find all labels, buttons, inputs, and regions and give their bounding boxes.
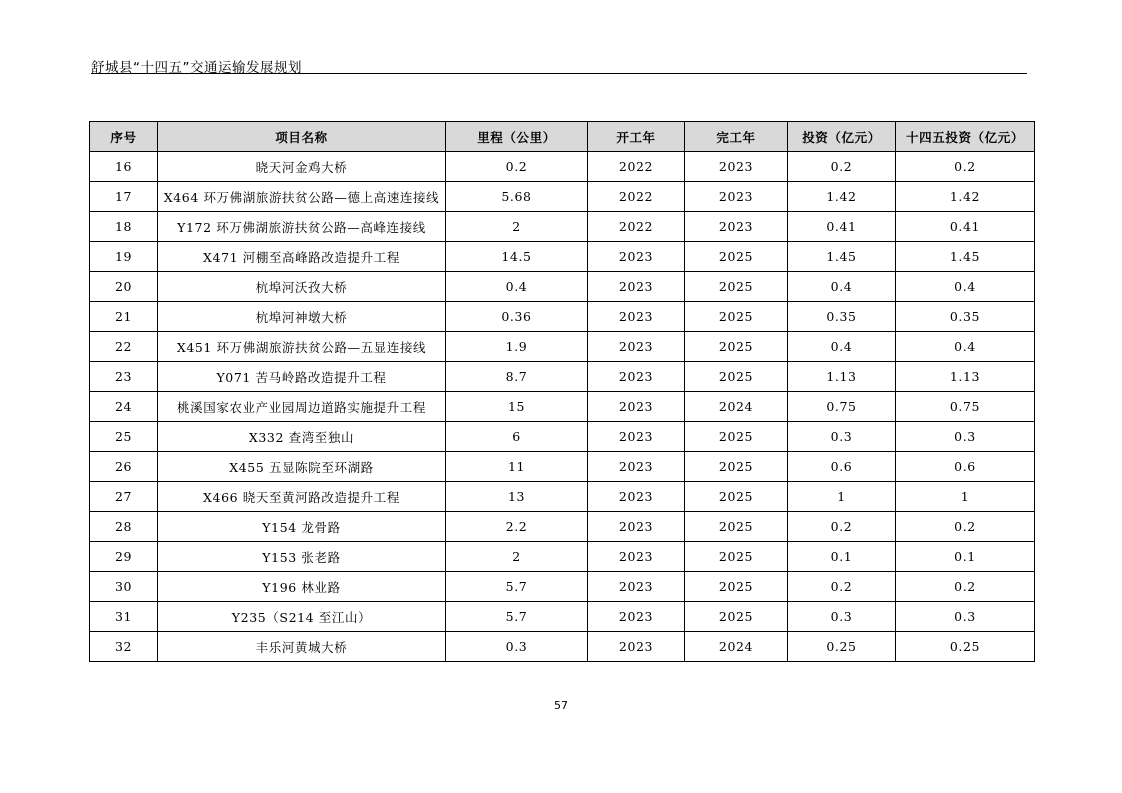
cell-plan-investment: 0.2 <box>896 572 1035 602</box>
cell-mileage: 5.68 <box>446 182 588 212</box>
page-number: 57 <box>554 699 568 712</box>
col-header-mileage: 里程（公里） <box>446 122 588 152</box>
cell-plan-investment: 0.3 <box>896 422 1035 452</box>
cell-investment: 0.4 <box>788 332 896 362</box>
table-row <box>90 332 1035 362</box>
cell-project-name: Y196 林业路 <box>158 572 446 602</box>
cell-end-year: 2023 <box>685 182 788 212</box>
cell-investment: 0.1 <box>788 542 896 572</box>
col-header-end-year: 完工年 <box>685 122 788 152</box>
cell-mileage: 15 <box>446 392 588 422</box>
cell-mileage: 0.4 <box>446 272 588 302</box>
cell-mileage: 5.7 <box>446 602 588 632</box>
cell-investment: 0.41 <box>788 212 896 242</box>
table-row <box>90 452 1035 482</box>
cell-plan-investment: 1.13 <box>896 362 1035 392</box>
cell-mileage: 14.5 <box>446 242 588 272</box>
table-row <box>90 572 1035 602</box>
cell-mileage: 8.7 <box>446 362 588 392</box>
table-header-row <box>90 122 1035 152</box>
table-row <box>90 602 1035 632</box>
cell-end-year: 2025 <box>685 602 788 632</box>
cell-index: 30 <box>90 572 158 602</box>
cell-plan-investment: 0.1 <box>896 542 1035 572</box>
cell-index: 21 <box>90 302 158 332</box>
cell-index: 26 <box>90 452 158 482</box>
header-rule <box>91 73 1027 74</box>
cell-investment: 1.13 <box>788 362 896 392</box>
cell-investment: 0.2 <box>788 152 896 182</box>
cell-plan-investment: 0.2 <box>896 152 1035 182</box>
table-row <box>90 212 1035 242</box>
cell-end-year: 2024 <box>685 392 788 422</box>
cell-end-year: 2025 <box>685 302 788 332</box>
cell-investment: 0.25 <box>788 632 896 662</box>
cell-mileage: 5.7 <box>446 572 588 602</box>
table-row <box>90 152 1035 182</box>
cell-start-year: 2023 <box>588 482 685 512</box>
cell-project-name: Y172 环万佛湖旅游扶贫公路—高峰连接线 <box>158 212 446 242</box>
cell-mileage: 0.2 <box>446 152 588 182</box>
cell-mileage: 13 <box>446 482 588 512</box>
project-table <box>89 121 1035 662</box>
col-header-start-year: 开工年 <box>588 122 685 152</box>
cell-mileage: 0.3 <box>446 632 588 662</box>
cell-start-year: 2023 <box>588 632 685 662</box>
cell-mileage: 11 <box>446 452 588 482</box>
cell-mileage: 6 <box>446 422 588 452</box>
cell-start-year: 2023 <box>588 272 685 302</box>
cell-end-year: 2024 <box>685 632 788 662</box>
cell-start-year: 2023 <box>588 542 685 572</box>
cell-project-name: 丰乐河黄城大桥 <box>158 632 446 662</box>
cell-start-year: 2023 <box>588 242 685 272</box>
cell-project-name: Y153 张老路 <box>158 542 446 572</box>
cell-end-year: 2025 <box>685 422 788 452</box>
cell-start-year: 2023 <box>588 362 685 392</box>
cell-start-year: 2022 <box>588 182 685 212</box>
table-row <box>90 242 1035 272</box>
cell-investment: 0.2 <box>788 572 896 602</box>
cell-investment: 0.4 <box>788 272 896 302</box>
cell-plan-investment: 0.6 <box>896 452 1035 482</box>
cell-project-name: 杭埠河沃孜大桥 <box>158 272 446 302</box>
cell-index: 28 <box>90 512 158 542</box>
cell-project-name: X451 环万佛湖旅游扶贫公路—五显连接线 <box>158 332 446 362</box>
cell-project-name: 桃溪国家农业产业园周边道路实施提升工程 <box>158 392 446 422</box>
cell-end-year: 2025 <box>685 272 788 302</box>
cell-index: 29 <box>90 542 158 572</box>
cell-investment: 0.75 <box>788 392 896 422</box>
cell-project-name: X466 晓天至黄河路改造提升工程 <box>158 482 446 512</box>
cell-investment: 1.42 <box>788 182 896 212</box>
cell-mileage: 2 <box>446 542 588 572</box>
cell-project-name: X471 河棚至高峰路改造提升工程 <box>158 242 446 272</box>
cell-start-year: 2023 <box>588 602 685 632</box>
cell-index: 24 <box>90 392 158 422</box>
table-row <box>90 482 1035 512</box>
cell-mileage: 1.9 <box>446 332 588 362</box>
table-row <box>90 182 1035 212</box>
table-row <box>90 392 1035 422</box>
cell-index: 20 <box>90 272 158 302</box>
cell-plan-investment: 0.4 <box>896 272 1035 302</box>
cell-plan-investment: 0.75 <box>896 392 1035 422</box>
cell-end-year: 2025 <box>685 542 788 572</box>
table-row <box>90 422 1035 452</box>
cell-investment: 0.3 <box>788 602 896 632</box>
cell-index: 25 <box>90 422 158 452</box>
cell-start-year: 2022 <box>588 212 685 242</box>
cell-mileage: 2 <box>446 212 588 242</box>
cell-end-year: 2023 <box>685 152 788 182</box>
table-row <box>90 302 1035 332</box>
cell-end-year: 2025 <box>685 482 788 512</box>
cell-investment: 0.35 <box>788 302 896 332</box>
cell-start-year: 2023 <box>588 302 685 332</box>
table-body <box>90 152 1035 662</box>
cell-start-year: 2023 <box>588 392 685 422</box>
table-row <box>90 632 1035 662</box>
cell-index: 19 <box>90 242 158 272</box>
cell-mileage: 0.36 <box>446 302 588 332</box>
cell-project-name: X455 五显陈院至环湖路 <box>158 452 446 482</box>
cell-project-name: 晓天河金鸡大桥 <box>158 152 446 182</box>
cell-investment: 0.6 <box>788 452 896 482</box>
cell-project-name: 杭埠河神墩大桥 <box>158 302 446 332</box>
cell-index: 31 <box>90 602 158 632</box>
cell-investment: 0.3 <box>788 422 896 452</box>
cell-investment: 1.45 <box>788 242 896 272</box>
cell-plan-investment: 0.2 <box>896 512 1035 542</box>
table-row <box>90 272 1035 302</box>
cell-plan-investment: 0.35 <box>896 302 1035 332</box>
cell-project-name: Y154 龙骨路 <box>158 512 446 542</box>
table-row <box>90 362 1035 392</box>
col-header-plan-investment: 十四五投资（亿元） <box>896 122 1035 152</box>
cell-plan-investment: 1.45 <box>896 242 1035 272</box>
cell-start-year: 2023 <box>588 332 685 362</box>
cell-index: 23 <box>90 362 158 392</box>
cell-start-year: 2023 <box>588 572 685 602</box>
cell-index: 18 <box>90 212 158 242</box>
cell-investment: 1 <box>788 482 896 512</box>
cell-end-year: 2025 <box>685 572 788 602</box>
cell-project-name: X332 查湾至独山 <box>158 422 446 452</box>
cell-end-year: 2025 <box>685 362 788 392</box>
cell-plan-investment: 0.4 <box>896 332 1035 362</box>
cell-plan-investment: 0.25 <box>896 632 1035 662</box>
cell-index: 16 <box>90 152 158 182</box>
cell-end-year: 2025 <box>685 332 788 362</box>
cell-start-year: 2023 <box>588 422 685 452</box>
table-row <box>90 542 1035 572</box>
cell-investment: 0.2 <box>788 512 896 542</box>
cell-project-name: X464 环万佛湖旅游扶贫公路—德上高速连接线 <box>158 182 446 212</box>
running-header: 舒城县“十四五”交通运输发展规划 <box>91 60 302 76</box>
col-header-index: 序号 <box>90 122 158 152</box>
table-row <box>90 512 1035 542</box>
cell-end-year: 2023 <box>685 212 788 242</box>
cell-project-name: Y235（S214 至江山） <box>158 602 446 632</box>
col-header-investment: 投资（亿元） <box>788 122 896 152</box>
cell-start-year: 2022 <box>588 152 685 182</box>
cell-index: 32 <box>90 632 158 662</box>
cell-start-year: 2023 <box>588 512 685 542</box>
cell-index: 22 <box>90 332 158 362</box>
cell-plan-investment: 1 <box>896 482 1035 512</box>
col-header-project-name: 项目名称 <box>158 122 446 152</box>
cell-plan-investment: 1.42 <box>896 182 1035 212</box>
cell-mileage: 2.2 <box>446 512 588 542</box>
cell-end-year: 2025 <box>685 512 788 542</box>
cell-plan-investment: 0.41 <box>896 212 1035 242</box>
cell-start-year: 2023 <box>588 452 685 482</box>
cell-plan-investment: 0.3 <box>896 602 1035 632</box>
cell-index: 17 <box>90 182 158 212</box>
cell-end-year: 2025 <box>685 242 788 272</box>
cell-project-name: Y071 苦马岭路改造提升工程 <box>158 362 446 392</box>
cell-end-year: 2025 <box>685 452 788 482</box>
cell-index: 27 <box>90 482 158 512</box>
